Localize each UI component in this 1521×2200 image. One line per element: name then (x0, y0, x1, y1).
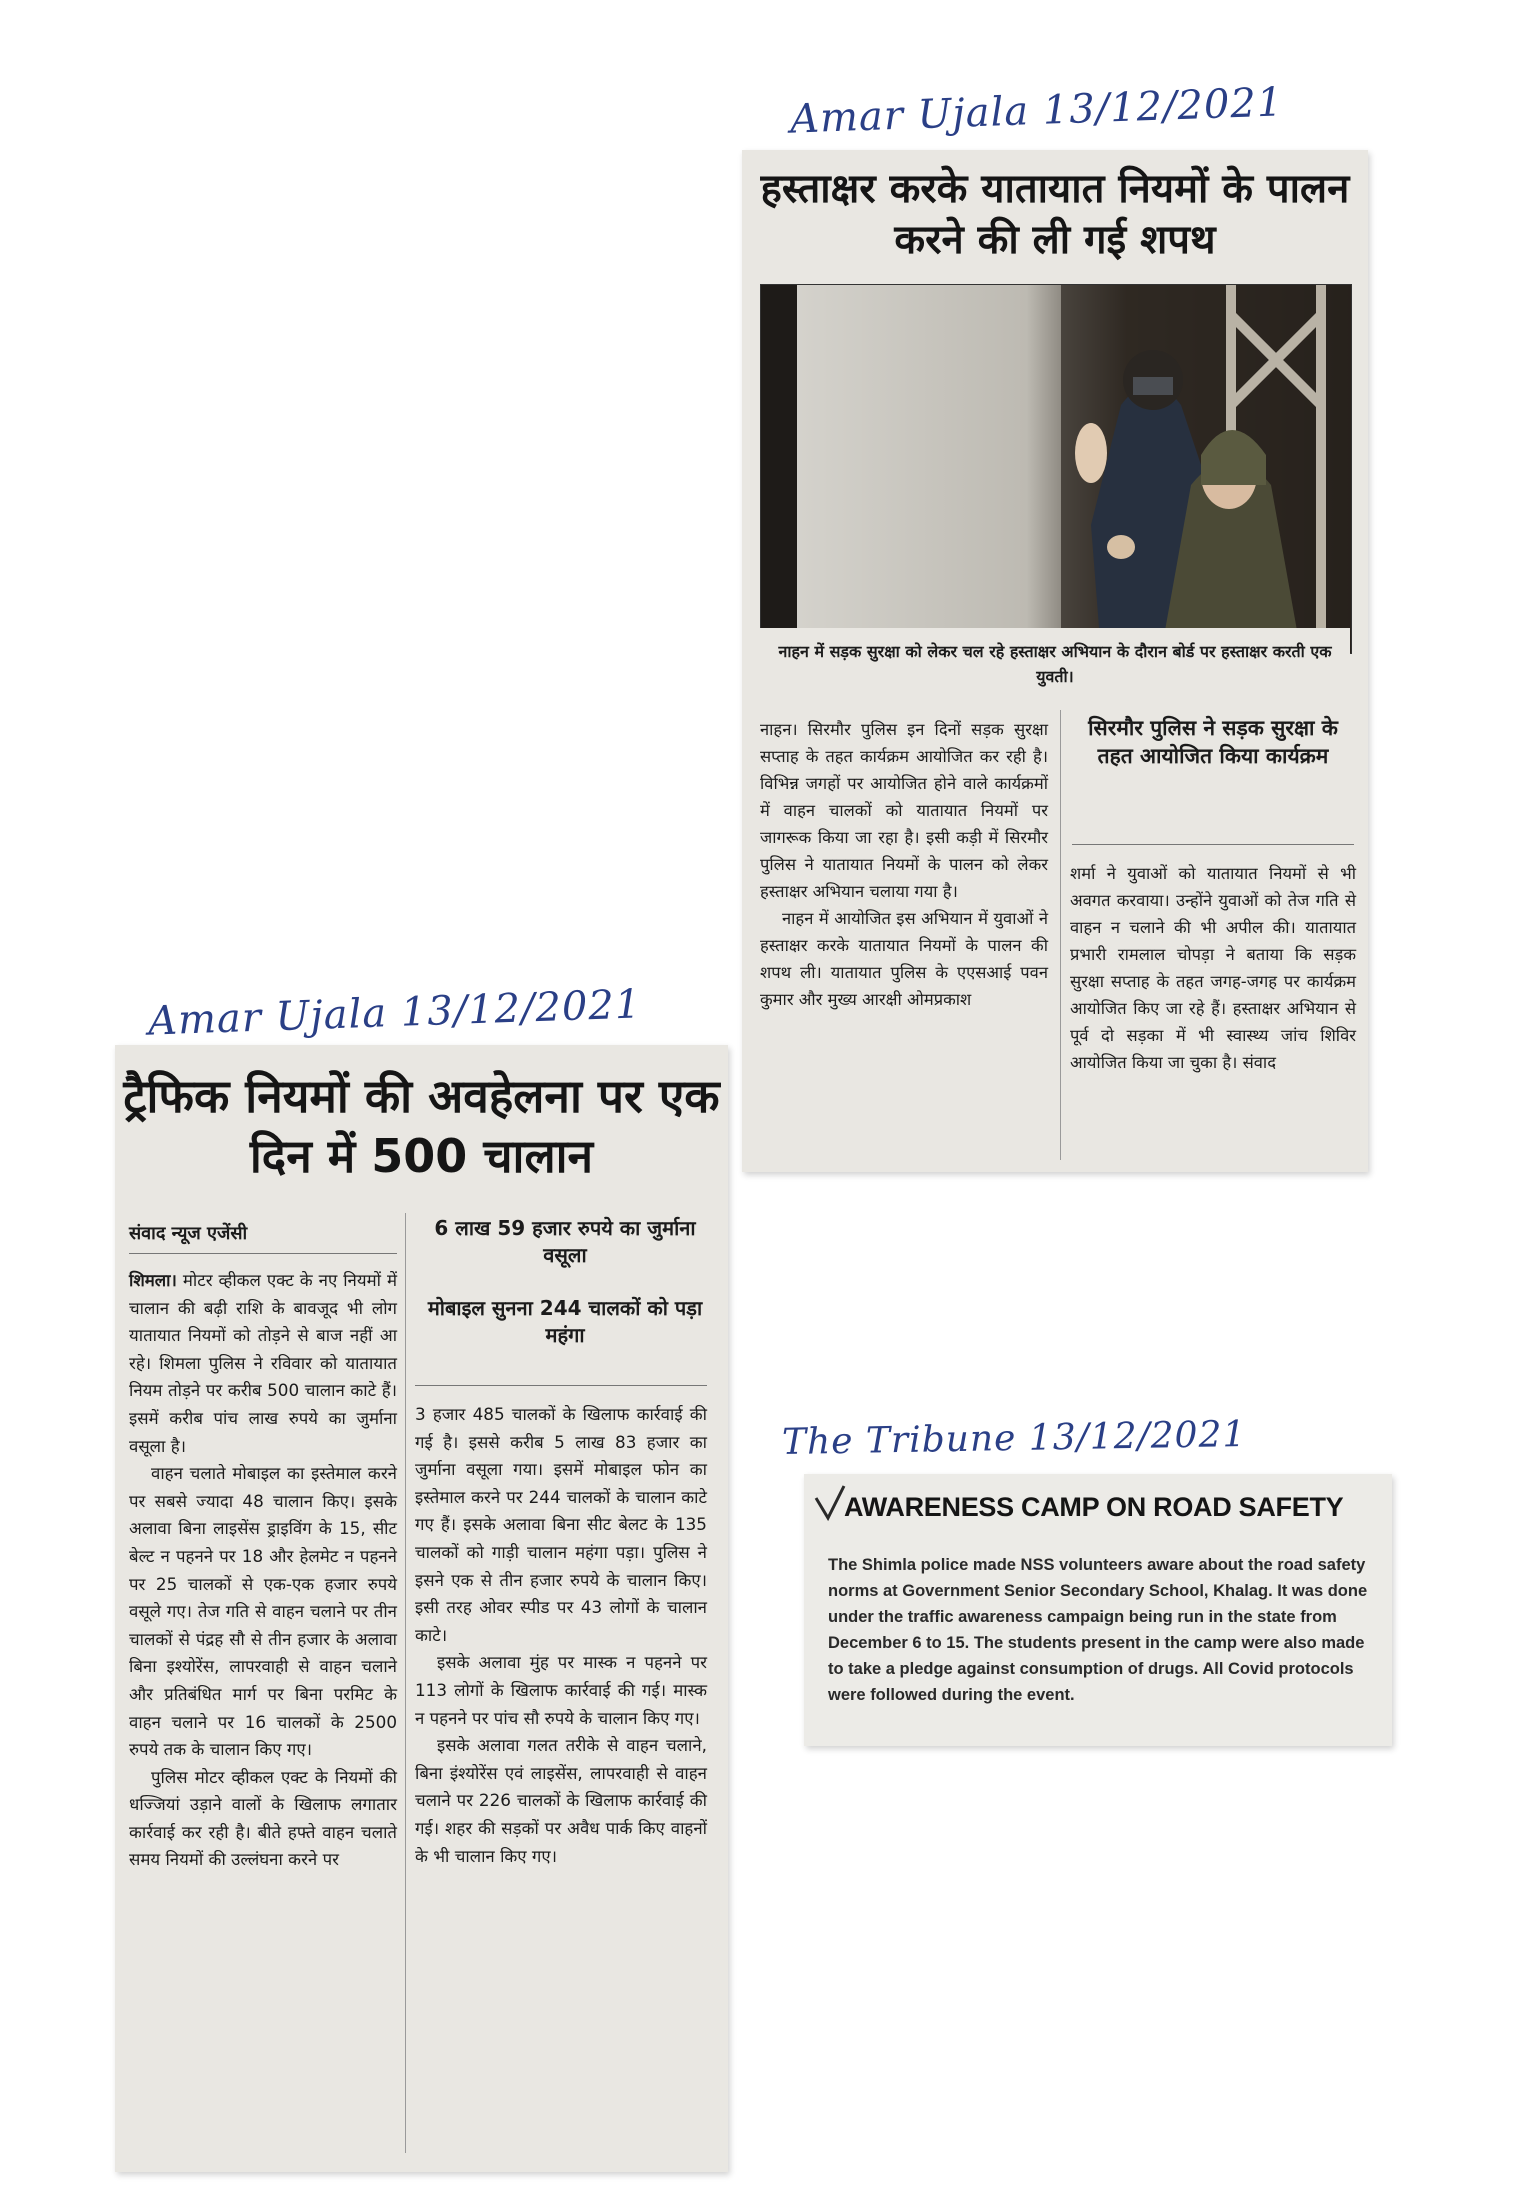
paragraph: 3 हजार 485 चालकों के खिलाफ कार्रवाई की गई है। इससे करीब 5 लाख 83 हजार का जुर्माना वसूला गया। इसमें मोबाइल फोन का इस्तेमाल करने पर 244 चालकों के चालान काटे गए हैं। इसके अलावा बिना सीट बेलट के 135 चालकों को गाड़ी चालान महंगा पड़ा। पुलिस ने इसने एक से तीन हजार रुपये के चालान किए। इसी तरह ओवर स्पीड पर 43 लोगों के चालान काटे। (415, 1404, 707, 1645)
byline-rule (129, 1253, 397, 1254)
subheadline-fine: 6 लाख 59 हजार रुपये का जुर्माना वसूला (434, 1216, 696, 1267)
subheadline: सिरमौर पुलिस ने सड़क सुरक्षा के तहत आयोजित किया कार्यक्रम (1088, 716, 1338, 769)
article-body: The Shimla police made NSS volunteers aware about the road safety norms at Government Senior Secondary School, Khalag. It was done under the traffic awareness campaign being run in the state from December 6 to 15. The students present in the camp were also made to take a pledge against consumption of drugs. All Covid protocols were followed during the event. (828, 1556, 1368, 1704)
annotation-top: Amar Ujala 13/12/2021 (789, 79, 1285, 143)
paragraph: इसके अलावा मुंह पर मास्क न पहनने पर 113 लोगों के खिलाफ कार्रवाई की गई। मास्क न पहनने पर पांच सौ रुपये के चालान किए गए। (415, 1652, 707, 1728)
paragraph (129, 1267, 397, 1460)
article-column-left (129, 1267, 397, 1874)
dateline: शिमला। (129, 1270, 177, 1290)
news-clipping-awareness-camp (804, 1474, 1392, 1746)
byline: संवाद न्यूज एजेंसी (129, 1223, 248, 1244)
news-clipping-traffic-challans (115, 1045, 728, 2172)
news-clipping-signature-campaign (742, 150, 1368, 1172)
article-column-right (415, 1401, 707, 1870)
headline: ट्रैफिक नियमों की अवहेलना पर एक दिन में 500 चालान (123, 1069, 720, 1183)
paragraph: इसके अलावा गलत तरीके से वाहन चलाने, बिना इंश्योरेंस एवं लाइसेंस, लापरवाही से वाहन चलाने पर 226 चालकों के खिलाफ कार्रवाई की गई। शहर की सड़कों पर अवैध पार्क किए वाहनों के भी चालान किए गए। (415, 1735, 707, 1866)
news-photo (760, 284, 1352, 654)
annotation-right: The Tribune 13/12/2021 (781, 1413, 1247, 1464)
photo-illustration (761, 285, 1351, 653)
paragraph: शर्मा ने युवाओं को यातायात नियमों से भी अवगत करवाया। उन्होंने युवाओं को तेज गति से वाहन न चलाने की भी अपील की। यातायात प्रभारी रामलाल चोपड़ा ने बताया कि सड़क सुरक्षा सप्ताह के तहत जगह-जगह पर कार्यक्रम आयोजित किए जा रहे हैं। हस्ताक्षर अभियान से पूर्व दो सड़का में भी स्वास्थ्य जांच शिविर आयोजित किया जा चुका है। संवाद (1070, 864, 1356, 1072)
column-rule (405, 1213, 406, 2153)
photo-caption: नाहन में सड़क सुरक्षा को लेकर चल रहे हस्ताक्षर अभियान के दौरान बोर्ड पर हस्ताक्षर करती एक युवती। (760, 628, 1350, 690)
paragraph: पुलिस मोटर व्हीकल एक्ट के नियमों की धज्जियां उड़ाने वालों के खिलाफ लगातार कार्रवाई कर रही है। बीते हफ्ते वाहन चलाते समय नियमों की उल्लंघना करने पर (129, 1766, 397, 1870)
subhead-rule (415, 1385, 707, 1386)
check-mark-icon (814, 1484, 846, 1524)
paragraph: वाहन चलाते मोबाइल का इस्तेमाल करने पर सबसे ज्यादा 48 चालान किए। इसके अलावा बिना लाइसेंस ड्राइविंग के 15, सीट बेल्ट न पहनने पर 18 और हेलमेट न पहनने पर 25 चालकों से एक-एक हजार रुपये वसूले गए। तेज गति से वाहन चलाने पर तीन चालकों से पंद्रह सौ से तीन हजार के अलावा बिना इश्योरेंस, लापरवाही से वाहन चलाने और प्रतिबंधित मार्ग पर बिना परमिट के वाहन चलाने पर 16 चालकों के 2500 रुपये तक के चालान किए गए। (129, 1463, 397, 1760)
column-rule (1060, 710, 1061, 1160)
annotation-middle: Amar Ujala 13/12/2021 (147, 981, 643, 1045)
article-column-right (1070, 860, 1356, 1076)
paragraph: नाहन में आयोजित इस अभियान में युवाओं ने हस्ताक्षर करके यातायात नियमों के पालन की शपथ ली। यातायात पुलिस के एएसआई पवन कुमार और मुख्य आरक्षी ओमप्रकाश (760, 909, 1048, 1009)
paragraph: नाहन। सिरमौर पुलिस इन दिनों सड़क सुरक्षा सप्ताह के तहत कार्यक्रम आयोजित कर रही है। विभिन्न जगहों पर आयोजित होने वाले कार्यक्रमों में वाहन चालकों को यातायात नियमों पर जागरूक किया जा रहा है। इसी कड़ी में सिरमौर पुलिस ने यातायात नियमों के पालन को लेकर हस्ताक्षर अभियान चलाया गया है। (760, 720, 1048, 901)
headline: हस्ताक्षर करके यातायात नियमों के पालन करने की ली गई शपथ (760, 166, 1350, 264)
subhead-rule (1072, 844, 1354, 845)
article-column-left (760, 716, 1048, 1013)
subheadline-mobile: मोबाइल सुनना 244 चालकों को पड़ा महंगा (427, 1296, 703, 1347)
paragraph-text: मोटर व्हीकल एक्ट के नए नियमों में चालान की बढ़ी राशि के बावजूद भी लोग यातायात नियमों को तोड़ने से बाज नहीं आ रहे। शिमला पुलिस ने रविवार को यातायात नियम तोड़ने पर करीब 500 चालान काटे हैं। इसमें करीब पांच लाख रुपये का जुर्माना वसूला है। (129, 1270, 397, 1456)
headline: AWARENESS CAMP ON ROAD SAFETY (844, 1492, 1344, 1522)
